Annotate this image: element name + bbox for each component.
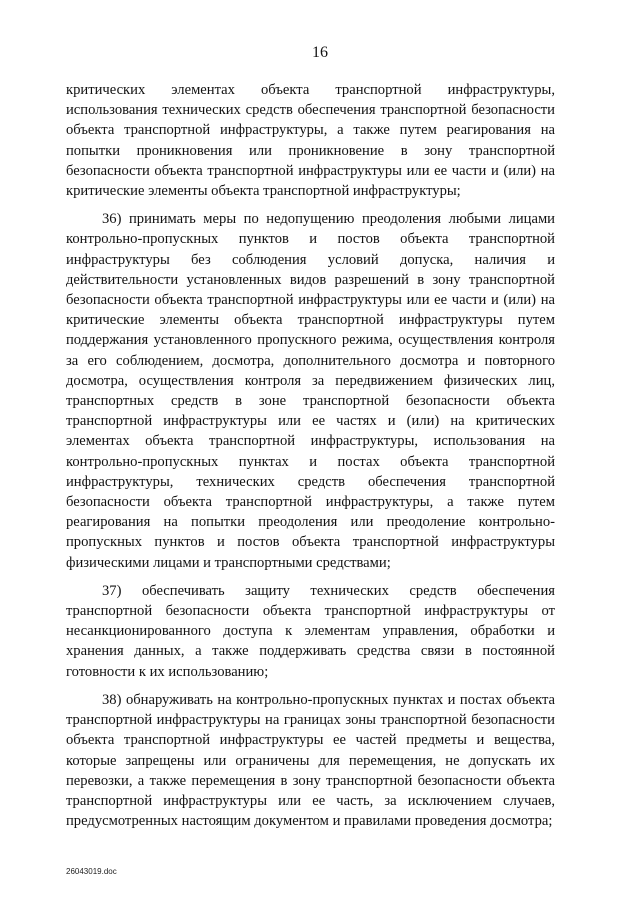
paragraph-continuation: критических элементах объекта транспортной инфраструктуры, использования технических средств обеспечения транспортной безопасности объекта транспортной инфраструктуры, а также путем реагирования на попытки проникновения или проникновение в зону транспортной безопасности объекта транспортной инфраструктуры или ее части и (или) на критические элементы объекта транспортной инфраструктуры; <box>66 82 555 200</box>
paragraph-item-38: 38) обнаруживать на контрольно-пропускных пунктах и постах объекта транспортной инфраструктуры на границах зоны транспортной безопасности объекта транспортной инфраструктуры ее частей предметы и вещества, которые запрещены или ограничены для перемещения, не допускать их перевозки, а также перемещения в зону транспортной безопасности объекта транспортной инфраструктуры или ее часть, за исключением случаев, предусмотренных настоящим документом и правилами проведения досмотра; <box>66 691 555 830</box>
paragraph-item-37: 37) обеспечивать защиту технических средств обеспечения транспортной безопасности объекта транспортной инфраструктуры от несанкционированного доступа к элементам управления, обработки и хранения данных, а также поддерживать средства связи в постоянной готовности к их использованию; <box>66 582 555 680</box>
paragraph-item-36: 36) принимать меры по недопущению преодоления любыми лицами контрольно-пропускных пунктов и постов объекта транспортной инфраструктуры без соблюдения условий допуска, наличия и действительности установленных видов разрешений в зону транспортной безопасности объекта транспортной инфраструктуры или ее части и (или) на критические элементы объекта транспортной инфраструктуры путем поддержания установленного пропускного режима, осуществления контроля за его соблюдением, досмотра, дополнительного досмотра и повторного досмотра, осуществления контроля за передвижением физических лиц, транспортных средств в зоне транспортной безопасности объекта транспортной инфраструктуры или ее частях и (или) на критических элементах объекта транспортной инфраструктуры, использования на контрольно-пропускных пунктах и постах объекта транспортной инфраструктуры, технических средств обеспечения транспортной безопасности объекта транспортной инфраструктуры, а также путем реагирования на попытки преодоления или преодоление контрольно-пропускных пунктов и постов объекта транспортной инфраструктуры физическими лицами и транспортными средствами; <box>66 211 555 571</box>
page-number: 16 <box>312 44 328 61</box>
footer-filename: 26043019.doc <box>66 867 117 876</box>
document-body <box>66 80 555 839</box>
